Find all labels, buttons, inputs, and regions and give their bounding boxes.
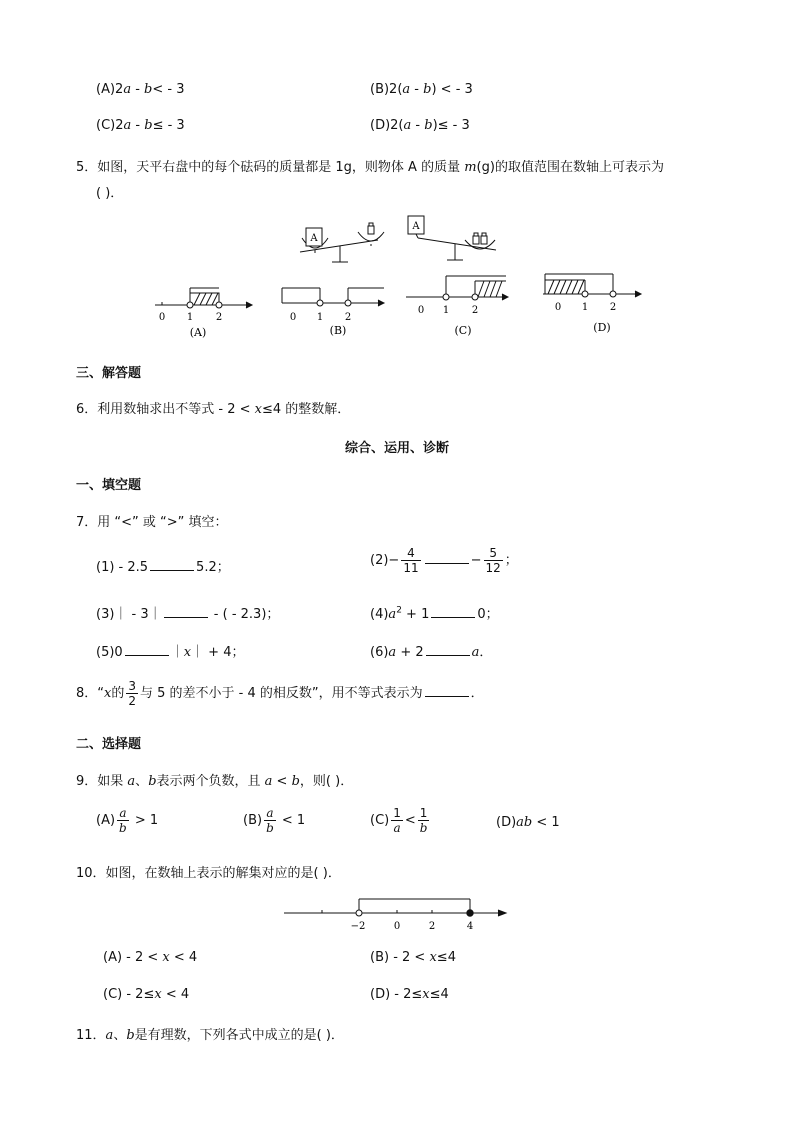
var-a: a	[471, 645, 480, 660]
q11-sep: 、	[113, 1028, 127, 1043]
q4a-pre: (A)2	[96, 82, 124, 97]
q4c-post: ≤ - 3	[152, 118, 185, 133]
q9-post: ，则( )．	[299, 774, 354, 789]
tick-4: 4	[466, 921, 474, 932]
numerator: 5	[484, 546, 503, 561]
q4c-pre: (C)2	[96, 118, 124, 133]
q8-pre: 8．“	[76, 686, 105, 701]
q10-option-a	[103, 950, 197, 965]
tick-0: 0	[158, 312, 166, 323]
q8-stem	[76, 679, 484, 708]
q9-option-a	[96, 806, 158, 835]
q7p1-post: 5.2；	[196, 560, 230, 575]
denominator: b	[119, 821, 127, 835]
q7-part-1	[96, 556, 230, 575]
answer-blank	[431, 605, 475, 618]
q10-option-d	[370, 987, 449, 1002]
q4-option-c	[96, 118, 185, 133]
var-x: x	[104, 686, 112, 701]
denominator: b	[266, 821, 274, 835]
q9-option-d	[496, 815, 560, 830]
var-b: b	[144, 118, 153, 133]
q10a-post: < 4	[169, 950, 198, 965]
var-x: x	[154, 987, 162, 1002]
fraction	[126, 679, 138, 708]
answer-blank	[150, 558, 194, 571]
tick-neg2: −2	[350, 921, 366, 932]
fraction	[401, 546, 420, 575]
answer-blank	[425, 684, 469, 697]
denominator: 2	[128, 694, 137, 708]
tick-2: 2	[215, 312, 223, 323]
answer-blank	[125, 643, 169, 656]
numerator: 4	[401, 546, 420, 561]
fraction	[117, 806, 129, 835]
q9a-post: > 1	[130, 813, 159, 828]
label-a: (A)	[189, 326, 207, 339]
var-a: a	[403, 118, 412, 133]
answer-blank	[426, 643, 470, 656]
fraction	[264, 806, 276, 835]
var-b: b	[144, 82, 153, 97]
q8-post: ．	[470, 686, 484, 701]
q4-option-b	[370, 82, 473, 97]
q7p5-pre: (5)0	[96, 645, 123, 660]
numerator: 1	[393, 806, 401, 820]
var-m: m	[464, 160, 477, 175]
q10-number-line	[280, 890, 512, 934]
box-a-label-1: A	[310, 233, 318, 244]
fraction	[418, 806, 430, 835]
var-ab: ab	[516, 815, 533, 830]
section-heading-2: 二、选择题	[76, 737, 142, 752]
numerator: 3	[128, 679, 137, 693]
q5-stem	[76, 156, 664, 175]
q9b-pre: (B)	[243, 813, 263, 828]
section-heading-1: 一、填空题	[76, 478, 142, 493]
q9c-mid: <	[404, 813, 416, 828]
tick-0: 0	[417, 305, 425, 316]
number-line-d	[543, 274, 641, 297]
q7p1-pre: (1) - 2.5	[96, 560, 149, 575]
q10b-pre: (B) - 2 <	[370, 950, 430, 965]
q7-part-5	[96, 641, 244, 660]
var-a: a	[105, 1028, 114, 1043]
tick-1: 1	[442, 305, 450, 316]
q4b-post: ) < - 3	[431, 82, 473, 97]
q8-b: 与 5 的差不小于 - 4 的相反数”，用不等式表示为	[140, 686, 423, 701]
tick-2: 2	[471, 305, 479, 316]
q7-part-3	[96, 603, 279, 622]
q4-option-d	[370, 118, 470, 133]
denominator: a	[393, 821, 401, 835]
balance-scale-2	[408, 216, 496, 260]
number-line-b	[282, 288, 384, 306]
q4a-post: < - 3	[152, 82, 185, 97]
q9d-pre: (D)	[496, 815, 517, 830]
var-a: a	[264, 774, 273, 789]
numerator: 1	[418, 806, 430, 821]
box-a-label-2: A	[412, 221, 420, 232]
q10d-post: ≤4	[429, 987, 449, 1002]
q9-stem	[76, 770, 353, 789]
q10-stem: 10．如图，在数轴上表示的解集对应的是( )．	[76, 866, 341, 881]
var-b: b	[291, 774, 300, 789]
q4d-post: )≤ - 3	[432, 118, 470, 133]
var-a: a	[388, 607, 397, 622]
q4d-pre: (D)2(	[370, 118, 404, 133]
label-d: (D)	[593, 321, 611, 334]
q4b-pre: (B)2(	[370, 82, 403, 97]
var-x: x	[422, 987, 430, 1002]
q7-part-4	[370, 603, 499, 622]
numerator: a	[117, 806, 129, 821]
q5-figure	[150, 210, 650, 345]
tick-1: 1	[316, 312, 324, 323]
q10c-pre: (C) - 2≤	[103, 987, 155, 1002]
q10b-post: ≤4	[436, 950, 456, 965]
q7-stem: 7．用 “<” 或 “>” 填空：	[76, 515, 228, 530]
tick-2: 2	[609, 302, 617, 313]
q9-sep: 、	[135, 774, 149, 789]
q7p2-pre: (2)−	[370, 553, 400, 568]
part-title: 综合、运用、诊断	[344, 441, 449, 456]
q7p4-post: 0；	[477, 607, 499, 622]
q5-text-a: 5．如图，天平右盘中的每个砝码的质量都是 1g，则物体 A 的质量	[76, 160, 465, 175]
tick-0: 0	[554, 302, 562, 313]
q9c-pre: (C)	[370, 813, 390, 828]
q9b-post: < 1	[277, 813, 306, 828]
q7p6-pre: (6)	[370, 645, 389, 660]
q10-option-c	[103, 987, 189, 1002]
q9-lt: <	[272, 774, 292, 789]
fraction	[484, 546, 503, 575]
q4a-mid: -	[131, 82, 145, 97]
q10d-pre: (D) - 2≤	[370, 987, 423, 1002]
denominator: b	[419, 821, 428, 835]
q7p4-mid: + 1	[401, 607, 430, 622]
q8-a: 的	[111, 686, 125, 701]
q7p3-pre: (3)｜ - 3｜	[96, 607, 162, 622]
var-b: b	[423, 82, 432, 97]
q4b-mid: -	[410, 82, 424, 97]
tick-0: 0	[393, 921, 401, 932]
tick-1: 1	[581, 302, 589, 313]
q10c-post: < 4	[161, 987, 190, 1002]
q7p4-pre: (4)	[370, 607, 389, 622]
var-x: x	[183, 645, 192, 660]
q7p3-post: - ( - 2.3)；	[209, 607, 280, 622]
var-a: a	[123, 82, 132, 97]
var-a: a	[388, 645, 397, 660]
var-b: b	[424, 118, 433, 133]
q7p2-mid: −	[470, 553, 482, 568]
tick-2: 2	[344, 312, 352, 323]
q7-part-2	[370, 546, 518, 575]
q7p5-mid: ｜	[170, 645, 184, 660]
q7-part-6	[370, 641, 492, 660]
var-b: b	[148, 774, 157, 789]
denominator: 12	[485, 561, 501, 575]
q10-option-b	[370, 950, 456, 965]
numerator: a	[264, 806, 276, 821]
number-line-a	[155, 288, 252, 308]
var-x: x	[162, 950, 170, 965]
q11-post: 是有理数，下列各式中成立的是( )．	[134, 1028, 344, 1043]
exponent: 2	[396, 605, 402, 616]
q7p6-post: ．	[479, 645, 493, 660]
tick-0: 0	[289, 312, 297, 323]
label-b: (B)	[329, 324, 347, 337]
q5-stem-line2: ( )．	[96, 186, 124, 201]
q7p2-post: ；	[504, 553, 518, 568]
var-a: a	[123, 118, 132, 133]
var-a: a	[402, 82, 411, 97]
q4-option-a	[96, 82, 185, 97]
q10a-pre: (A) - 2 <	[103, 950, 163, 965]
var-x: x	[254, 402, 262, 417]
var-x: x	[429, 950, 437, 965]
q6-pre: 6．利用数轴求出不等式 - 2 <	[76, 402, 255, 417]
var-a: a	[127, 774, 136, 789]
q9-mid: 表示两个负数，且	[156, 774, 265, 789]
q9a-pre: (A)	[96, 813, 116, 828]
q9-option-c	[370, 806, 431, 835]
q9-option-b	[243, 806, 305, 835]
number-line-c	[406, 276, 508, 300]
q11-stem	[76, 1024, 344, 1043]
q6-stem	[76, 398, 350, 417]
q5-text-b: (g)的取值范围在数轴上可表示为	[476, 160, 664, 175]
q4c-mid: -	[131, 118, 145, 133]
fraction	[391, 806, 403, 835]
tick-2: 2	[428, 921, 436, 932]
q4d-mid: -	[411, 118, 425, 133]
q7p5-post: ｜ + 4；	[191, 645, 245, 660]
q9-pre: 9．如果	[76, 774, 128, 789]
q6-post: ≤4 的整数解．	[262, 402, 351, 417]
section-heading-3: 三、解答题	[76, 366, 142, 381]
tick-1: 1	[186, 312, 194, 323]
denominator: 11	[403, 561, 419, 575]
q7p6-mid: + 2	[396, 645, 424, 660]
q9d-post: < 1	[532, 815, 560, 830]
answer-blank	[425, 551, 469, 564]
answer-blank	[164, 605, 208, 618]
q11-pre: 11．	[76, 1028, 106, 1043]
var-b: b	[126, 1028, 135, 1043]
label-c: (C)	[454, 324, 472, 337]
